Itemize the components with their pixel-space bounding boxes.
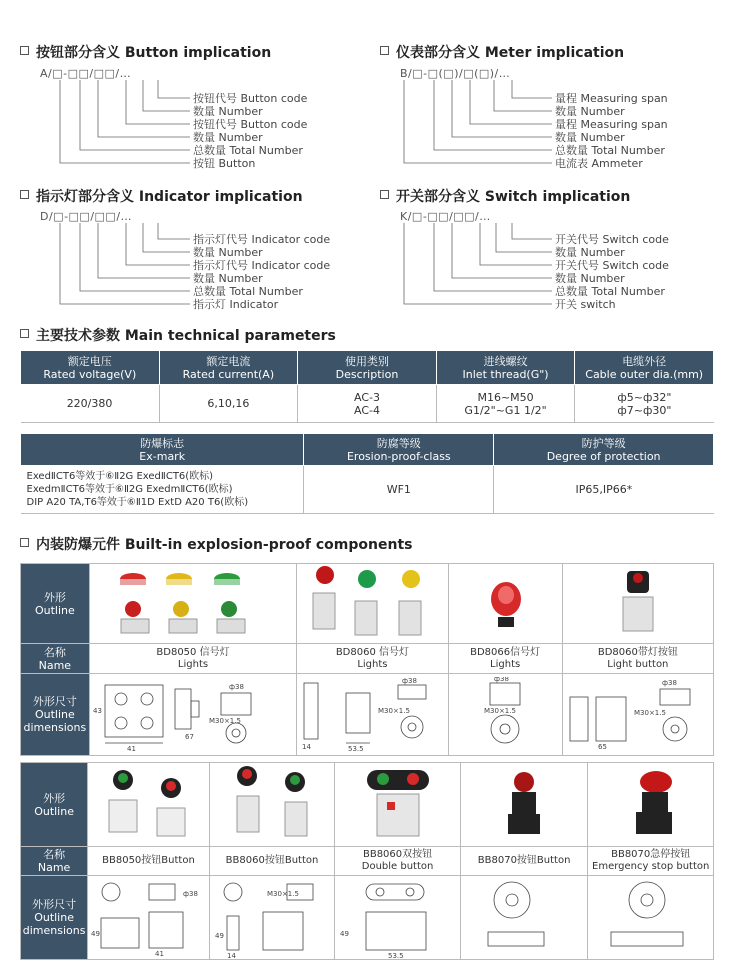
name-bb8060: BB8060按钮Button bbox=[209, 847, 335, 876]
product-image-bb8070-emergency bbox=[588, 763, 714, 847]
main-params-table bbox=[20, 350, 714, 423]
product-image-bd8066 bbox=[448, 564, 562, 644]
header-voltage: 额定电压 Rated voltage(V) bbox=[21, 351, 160, 385]
product-image-bb8070 bbox=[460, 763, 588, 847]
product-image-bd8050 bbox=[89, 564, 297, 644]
meter-label-3: 数量 Number bbox=[555, 131, 625, 144]
switch-label-4: 总数量 Total Number bbox=[555, 285, 665, 298]
cell-protection: IP65,IP66* bbox=[494, 466, 714, 514]
row-head-dimensions: 外形尺寸 Outline dimensions bbox=[21, 674, 90, 756]
bb8060-dimension-drawing bbox=[211, 878, 333, 958]
components-title: 内装防爆元件 Built-in explosion-proof components bbox=[20, 534, 412, 554]
meter-label-0: 量程 Measuring span bbox=[555, 92, 668, 105]
components-table-1 bbox=[20, 563, 714, 756]
name-bd8066: BD8066信号灯 Lights bbox=[448, 644, 562, 674]
bullet-square-icon bbox=[380, 190, 389, 199]
row-head-name: 名称 Name bbox=[21, 644, 90, 674]
header-protection: 防护等级 Degree of protection bbox=[494, 434, 714, 466]
svg-text:M30×1.5: M30×1.5 bbox=[378, 706, 411, 715]
bullet-square-icon bbox=[20, 190, 29, 199]
bb8070-dimension-drawing bbox=[462, 878, 586, 958]
product-image-bb8050 bbox=[88, 763, 210, 847]
switch-label-3: 数量 Number bbox=[555, 272, 625, 285]
meter-label-2: 量程 Measuring span bbox=[555, 118, 668, 131]
row-head-outline-2: 外形 Outline bbox=[21, 763, 88, 847]
svg-text:ф38: ф38 bbox=[661, 678, 677, 687]
svg-text:ф38: ф38 bbox=[402, 676, 418, 685]
main-params-title: 主要技术参数 Main technical parameters bbox=[20, 325, 336, 345]
header-erosion: 防腐等级 Erosion-proof-class bbox=[304, 434, 494, 466]
indicator-code-pattern: D/□-□□/□□/… bbox=[40, 210, 133, 223]
name-bd8060-light-button: BD8060带灯按钮 Light button bbox=[562, 644, 713, 674]
button-label-0: 按钮代号 Button code bbox=[193, 92, 308, 105]
ex-params-table bbox=[20, 433, 714, 514]
product-image-bb8060-double bbox=[335, 763, 461, 847]
indicator-label-2: 指示灯代号 Indicator code bbox=[193, 259, 331, 272]
emergency-stop-dimension-drawing bbox=[589, 878, 711, 958]
bd8060-dimension-drawing bbox=[298, 677, 444, 753]
bullet-square-icon bbox=[380, 46, 389, 55]
switch-label-1: 数量 Number bbox=[555, 246, 625, 259]
svg-text:43: 43 bbox=[92, 706, 102, 715]
bd8066-dimension-drawing bbox=[450, 677, 560, 753]
meter-code-pattern: B/□-□(□)/□(□)/… bbox=[400, 67, 511, 80]
switch-label-5: 开关 switch bbox=[555, 298, 616, 311]
product-image-bb8060 bbox=[209, 763, 335, 847]
svg-text:M30×1.5: M30×1.5 bbox=[633, 708, 666, 717]
name-bd8060: BD8060 信号灯 Lights bbox=[297, 644, 448, 674]
dims-bb8060 bbox=[209, 876, 335, 960]
bullet-square-icon bbox=[20, 46, 29, 55]
svg-text:ф38: ф38 bbox=[228, 682, 244, 691]
header-thread: 进线螺纹 Inlet thread(G") bbox=[436, 351, 575, 385]
svg-text:14: 14 bbox=[226, 951, 236, 958]
svg-text:ф38: ф38 bbox=[493, 676, 509, 683]
dims-bd8060-light-button bbox=[562, 674, 713, 756]
switch-label-0: 开关代号 Switch code bbox=[555, 233, 669, 246]
name-bb8070-emergency: BB8070急停按钮 Emergency stop button bbox=[588, 847, 714, 876]
bd8060-lights-image bbox=[299, 565, 445, 639]
indicator-label-4: 总数量 Total Number bbox=[193, 285, 303, 298]
meter-label-1: 数量 Number bbox=[555, 105, 625, 118]
emergency-stop-image bbox=[590, 764, 712, 842]
indicator-label-0: 指示灯代号 Indicator code bbox=[193, 233, 331, 246]
svg-text:M30×1.5: M30×1.5 bbox=[208, 716, 241, 725]
name-bd8050: BD8050 信号灯 Lights bbox=[89, 644, 297, 674]
product-image-bd8060-light-button bbox=[562, 564, 713, 644]
header-current: 额定电流 Rated current(A) bbox=[159, 351, 298, 385]
dims-bb8070 bbox=[460, 876, 588, 960]
cell-voltage: 220/380 bbox=[21, 385, 160, 423]
cell-cable: ф5~ф32" ф7~ф30" bbox=[575, 385, 714, 423]
cell-exmark: ExedⅡCT6等效于⑥Ⅱ2G ExedⅡCT6(欧标) ExedmⅡCT6等效于⑥Ⅱ2G ExedmⅡCT6(欧标) DIP A20 TA,T6等效于⑥Ⅱ1D ExtD A20 T6(欧标) bbox=[21, 466, 304, 514]
switch-label-2: 开关代号 Switch code bbox=[555, 259, 669, 272]
meter-implication-title: 仪表部分含义 Meter implication bbox=[380, 42, 624, 62]
bb8060-button-image bbox=[211, 764, 333, 842]
button-label-4: 总数量 Total Number bbox=[193, 144, 303, 157]
bb8050-dimension-drawing bbox=[89, 878, 207, 958]
dims-bd8060 bbox=[297, 674, 448, 756]
svg-text:67: 67 bbox=[184, 732, 194, 741]
bb8070-button-image bbox=[462, 764, 586, 842]
cell-description: AC-3 AC-4 bbox=[298, 385, 437, 423]
button-label-5: 按钮 Button bbox=[193, 157, 256, 170]
product-image-bd8060 bbox=[297, 564, 448, 644]
dims-bb8050 bbox=[88, 876, 210, 960]
button-label-3: 数量 Number bbox=[193, 131, 263, 144]
dims-bd8050 bbox=[89, 674, 297, 756]
light-button-image bbox=[565, 565, 711, 639]
svg-text:49: 49 bbox=[340, 929, 350, 938]
switch-implication-title: 开关部分含义 Switch implication bbox=[380, 186, 630, 206]
indicator-label-1: 数量 Number bbox=[193, 246, 263, 259]
light-button-dimension-drawing bbox=[564, 677, 710, 753]
svg-text:49: 49 bbox=[91, 929, 101, 938]
cell-thread: M16~M50 G1/2"~G1 1/2" bbox=[436, 385, 575, 423]
indicator-label-5: 指示灯 Indicator bbox=[193, 298, 279, 311]
bd8066-lights-image bbox=[450, 565, 560, 639]
svg-text:14: 14 bbox=[302, 742, 312, 751]
dims-bb8070-emergency bbox=[588, 876, 714, 960]
svg-text:53.5: 53.5 bbox=[348, 744, 364, 753]
svg-text:41: 41 bbox=[155, 949, 165, 958]
svg-text:ф38: ф38 bbox=[183, 889, 199, 898]
components-table-2 bbox=[20, 762, 714, 960]
name-bb8060-double: BB8060双按钮 Double button bbox=[335, 847, 461, 876]
double-button-dimension-drawing bbox=[336, 878, 458, 958]
button-code-pattern: A/□-□□/□□/… bbox=[40, 67, 132, 80]
dims-bb8060-double bbox=[335, 876, 461, 960]
bd8050-lights-image bbox=[93, 565, 293, 639]
indicator-label-3: 数量 Number bbox=[193, 272, 263, 285]
meter-label-4: 总数量 Total Number bbox=[555, 144, 665, 157]
row-head-dimensions-2: 外形尺寸 Outline dimensions bbox=[21, 876, 88, 960]
header-exmark: 防爆标志 Ex-mark bbox=[21, 434, 304, 466]
dims-bd8066 bbox=[448, 674, 562, 756]
indicator-implication-title: 指示灯部分含义 Indicator implication bbox=[20, 186, 303, 206]
bullet-square-icon bbox=[20, 538, 29, 547]
svg-text:53.5: 53.5 bbox=[388, 951, 404, 958]
meter-label-5: 电流表 Ammeter bbox=[555, 157, 643, 170]
double-button-image bbox=[337, 764, 459, 842]
svg-text:41: 41 bbox=[126, 744, 136, 753]
bb8050-button-image bbox=[89, 764, 207, 842]
cell-current: 6,10,16 bbox=[159, 385, 298, 423]
svg-text:49: 49 bbox=[214, 931, 224, 940]
button-label-1: 数量 Number bbox=[193, 105, 263, 118]
row-head-outline: 外形 Outline bbox=[21, 564, 90, 644]
header-description: 使用类别 Description bbox=[298, 351, 437, 385]
row-head-name-2: 名称 Name bbox=[21, 847, 88, 876]
header-cable: 电缆外径 Cable outer dia.(mm) bbox=[575, 351, 714, 385]
svg-text:M30×1.5: M30×1.5 bbox=[266, 889, 299, 898]
name-bb8070: BB8070按钮Button bbox=[460, 847, 588, 876]
bullet-square-icon bbox=[20, 329, 29, 338]
bd8050-dimension-drawing bbox=[91, 677, 291, 753]
cell-erosion: WF1 bbox=[304, 466, 494, 514]
switch-code-pattern: K/□-□□/□□/… bbox=[400, 210, 491, 223]
svg-text:M30×1.5: M30×1.5 bbox=[483, 706, 516, 715]
button-label-2: 按钮代号 Button code bbox=[193, 118, 308, 131]
name-bb8050: BB8050按钮Button bbox=[88, 847, 210, 876]
svg-text:65: 65 bbox=[597, 742, 607, 751]
button-implication-title: 按钮部分含义 Button implication bbox=[20, 42, 271, 62]
